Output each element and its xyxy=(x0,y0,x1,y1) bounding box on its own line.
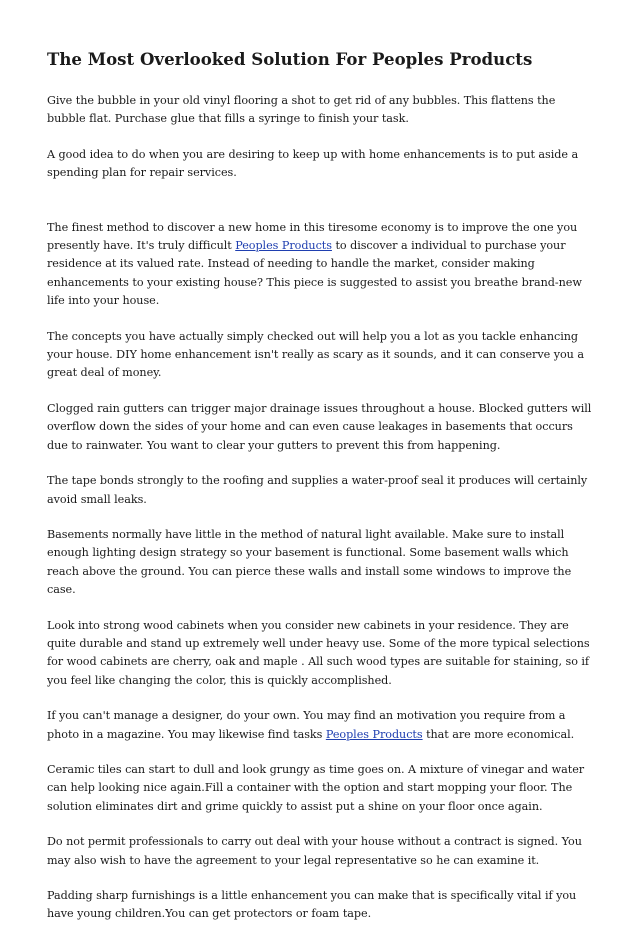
paragraph-text: that are more economical. xyxy=(422,727,575,741)
document-page xyxy=(47,48,595,941)
paragraph-text: If you can't manage a designer, do your own. You may find an motivation you require from a photo in a magazine. You may likewise find tasks xyxy=(47,709,566,741)
paragraph-text: The finest method to discover a new home in this tiresome economy is to improve the one you presently have. It's truly difficult xyxy=(47,220,578,253)
paragraph-improve-home xyxy=(47,219,595,311)
paragraph-wood-cabinets: Look into strong wood cabinets when you consider new cabinets in your residence. They are quite durable and stand up extremely well under heavy use. Some of the more typical selections for wood cabinets are cherry, oak and maple . All such wood types are suitable for staining, so if you feel like changing the color, this is quickly accomplished. xyxy=(47,618,590,687)
paragraph-contract: Do not permit professionals to carry out deal with your house without a contract is signed. You may also wish to have the agreement to your legal representative so he can examine it. xyxy=(47,835,582,867)
paragraph-spending-plan: A good idea to do when you are desiring to keep up with home enhancements is to put aside a spending plan for repair services. xyxy=(47,147,579,180)
peoples-products-link[interactable]: Peoples Products xyxy=(325,727,423,741)
paragraph-vinyl-bubble: Give the bubble in your old vinyl flooring a shot to get rid of any bubbles. This flattens the bubble flat. Purchase glue that fills a syringe to finish your task. xyxy=(47,94,556,126)
paragraph-rain-gutters: Clogged rain gutters can trigger major drainage issues throughout a house. Blocked gutters will overflow down the sides of your home and can even cause leakages in basements that occurs due to rainwater. You want to clear your gutters to prevent this from happening. xyxy=(47,401,592,452)
page-title: The Most Overlooked Solution For Peoples Products xyxy=(47,49,533,69)
paragraph-designer xyxy=(47,707,595,744)
paragraph-concepts: The concepts you have actually simply checked out will help you a lot as you tackle enhancing your house. DIY home enhancement isn't really as scary as it sounds, and it can conserve you a great deal of money. xyxy=(47,329,584,380)
peoples-products-link[interactable]: Peoples Products xyxy=(235,239,332,253)
paragraph-basements: Basements normally have little in the method of natural light available. Make sure to install enough lighting design strategy so your basement is functional. Some basement walls which reach above the ground. You can pierce these walls and install some windows to improve the case. xyxy=(47,527,572,597)
paragraph-padding-furnishings: Padding sharp furnishings is a little enhancement you can make that is specifically vital if you have young children.You can get protectors or foam tape. xyxy=(47,889,577,921)
paragraph-text: to discover a individual to purchase your residence at its valued rate. Instead of needing to handle the market, consider making enhancements to your existing house? This piece is suggested to assist you breathe brand-new life into your house. xyxy=(47,239,582,308)
paragraph-tape-bonds: The tape bonds strongly to the roofing and supplies a water-proof seal it produces will certainly avoid small leaks. xyxy=(47,474,588,506)
paragraph-ceramic-tiles: Ceramic tiles can start to dull and look grungy as time goes on. A mixture of vinegar and water can help looking nice again.Fill a container with the option and start mopping your floor. The solution eliminates dirt and grime quickly to assist put a shine on your floor once again. xyxy=(47,762,585,813)
